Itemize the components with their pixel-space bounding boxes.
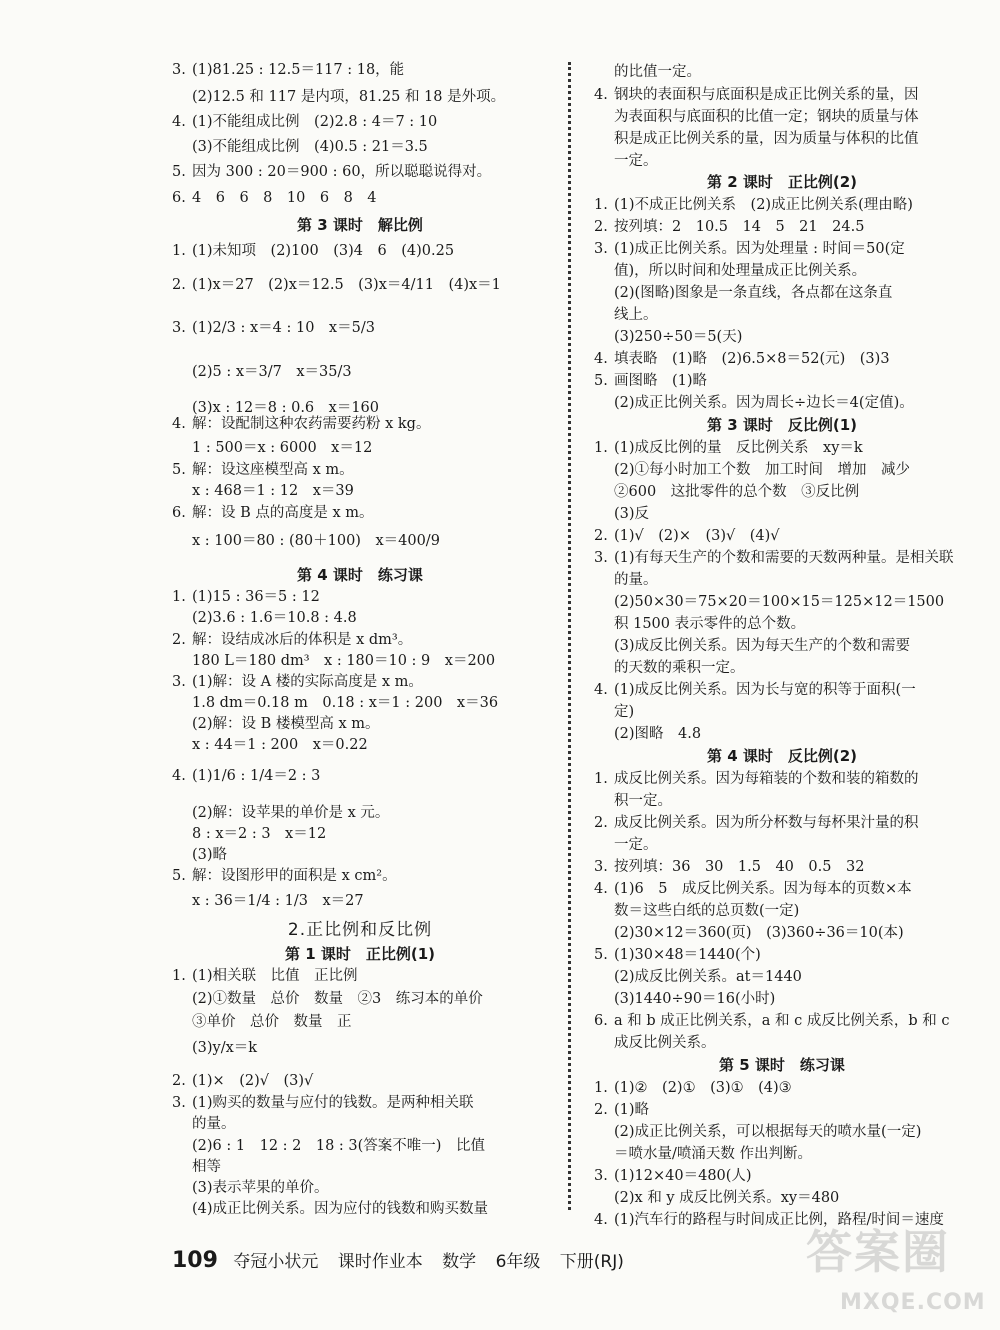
- answer-line: 的量。: [614, 572, 658, 588]
- watermark-url: MXQE.COM: [840, 1290, 986, 1315]
- answer-line: 的量。: [192, 1116, 236, 1132]
- answer-line: x : 468＝1 : 12 x＝39: [192, 483, 354, 499]
- book-subject: 数学: [442, 1252, 477, 1272]
- answer-line: 积是成正比例关系的量，因为质量与体积的比值: [614, 131, 919, 147]
- answer-line: 1 : 500＝x : 6000 x＝12: [192, 440, 373, 456]
- answer-line: 5. 画图略 (1)略: [594, 373, 708, 389]
- answer-line: 一定。: [614, 153, 658, 169]
- answer-line: 1. (1)成反比例的量 反比例关系 xy＝k: [594, 440, 863, 456]
- answer-line: 6. 4 6 6 8 10 6 8 4: [172, 190, 377, 206]
- answer-line: 3. 按列填：36 30 1.5 40 0.5 32: [594, 859, 865, 875]
- answer-line: (2)50×30＝75×20＝100×15＝125×12＝1500: [614, 594, 945, 610]
- answer-line: 4. (1)成反比例关系。因为长与宽的积等于面积(一: [594, 682, 916, 698]
- answer-line: 6. 解：设 B 点的高度是 x m。: [172, 505, 374, 521]
- answer-line: 数＝这些白纸的总页数(一定): [614, 903, 800, 919]
- answer-line: 积一定。: [614, 793, 672, 809]
- answer-line: 4. 解：设配制这种农药需要药粉 x kg。: [172, 416, 431, 432]
- answer-line: 成反比例关系。: [614, 1035, 716, 1051]
- answer-line: 定): [614, 704, 635, 720]
- answer-line: 2. 成反比例关系。因为所分杯数与每杯果汁量的积: [594, 815, 919, 831]
- answer-line: (2)成反比例关系。at＝1440: [614, 969, 802, 985]
- section-heading: 第 4 课时 反比例(2): [706, 747, 858, 765]
- answer-line: 4. (1)汽车行的路程与时间成正比例，路程/时间＝速度: [594, 1212, 944, 1228]
- answer-line: (2)(图略)图象是一条直线，各点都在这条直: [614, 285, 893, 301]
- answer-line: 3. (1)购买的数量与应付的钱数。是两种相关联: [172, 1095, 474, 1111]
- answer-line: 1.8 dm＝0.18 m 0.18 : x＝1 : 200 x＝36: [192, 695, 499, 711]
- answer-line: (3)x : 12＝8 : 0.6 x＝160: [192, 400, 380, 416]
- answer-line: ③单价 总价 数量 正: [192, 1014, 352, 1030]
- book-series: 课时作业本: [337, 1252, 423, 1272]
- answer-line: 积 1500 表示零件的总个数。: [614, 616, 806, 632]
- answer-line: (2)①数量 总价 数量 ②3 练习本的单价: [192, 991, 483, 1007]
- answer-line: 1. (1)② (2)① (3)① (4)③: [594, 1080, 792, 1096]
- book-grade: 6年级: [495, 1252, 541, 1272]
- section-heading: 第 5 课时 练习课: [719, 1056, 845, 1074]
- page-number: 109: [172, 1248, 218, 1273]
- answer-line: 2. (1)√ (2)× (3)√ (4)√: [594, 528, 780, 544]
- answer-line: (2)成正比例关系。因为周长÷边长＝4(定值)。: [614, 395, 914, 411]
- section-heading: 第 4 课时 练习课: [297, 566, 423, 584]
- answer-line: 的天数的乘积一定。: [614, 660, 745, 676]
- answer-line: 4. (1)6 5 成反比例关系。因为每本的页数×本: [594, 881, 912, 897]
- answer-line: 3. (1)12×40＝480(人): [594, 1168, 752, 1184]
- book-title: 夺冠小状元: [233, 1252, 319, 1272]
- answer-line: (2)30×12＝360(页) (3)360÷36＝10(本): [614, 925, 904, 941]
- answer-line: (4)成正比例关系。因为应付的钱数和购买数量: [192, 1201, 489, 1217]
- answer-line: 180 L＝180 dm³ x : 180＝10 : 9 x＝200: [192, 653, 496, 669]
- answer-line: (2)解：设 B 楼模型高 x m。: [192, 716, 380, 732]
- answer-line: 线上。: [614, 307, 658, 323]
- answer-line: 5. 解：设这座模型高 x m。: [172, 462, 354, 478]
- answer-line: (2)解：设苹果的单价是 x 元。: [192, 805, 390, 821]
- answer-line: (2)①每小时加工个数 加工时间 增加 减少: [614, 462, 911, 478]
- watermark: [800, 1210, 990, 1328]
- section-heading: 第 3 课时 反比例(1): [706, 416, 858, 434]
- answer-line: 4. 填表略 (1)略 (2)6.5×8＝52(元) (3)3: [594, 351, 890, 367]
- answer-line: 的比值一定。: [614, 64, 701, 80]
- column-divider: [568, 62, 571, 1210]
- answer-line: (2)3.6 : 1.6＝10.8 : 4.8: [192, 610, 357, 626]
- answer-line: 5. 解：设图形甲的面积是 x cm²。: [172, 868, 397, 884]
- answer-line: 为表面积与底面积的比值一定；钢块的质量与体: [614, 109, 919, 125]
- section-heading: 第 2 课时 正比例(2): [706, 173, 858, 191]
- answer-line: 3. (1)81.25 : 12.5＝117 : 18，能: [172, 62, 405, 78]
- answer-line: x : 100＝80 : (80＋100) x＝400/9: [192, 533, 440, 549]
- answer-line: (3)y/x＝k: [192, 1040, 258, 1056]
- answer-line: (3)反: [614, 506, 650, 522]
- answer-line: (2)成正比例关系，可以根据每天的喷水量(一定): [614, 1124, 922, 1140]
- answer-line: (3)表示苹果的单价。: [192, 1180, 329, 1196]
- answer-line: 1. (1)相关联 比值 正比例: [172, 968, 358, 984]
- answer-line: 1. (1)不成正比例关系 (2)成正比例关系(理由略): [594, 197, 913, 213]
- answer-line: 4. 钢块的表面积与底面积是成正比例关系的量，因: [594, 87, 919, 103]
- answer-line: (3)不能组成比例 (4)0.5 : 21＝3.5: [192, 139, 428, 155]
- answer-line: 2. 解：设结成冰后的体积是 x dm³。: [172, 632, 413, 648]
- answer-line: 1. (1)15 : 36＝5 : 12: [172, 589, 320, 605]
- answer-line: (3)成反比例关系。因为每天生产的个数和需要: [614, 638, 911, 654]
- answer-line: 2. 按列填：2 10.5 14 5 21 24.5: [594, 219, 865, 235]
- answer-line: 1. 成反比例关系。因为每箱装的个数和装的箱数的: [594, 771, 919, 787]
- answer-line: (3)250÷50＝5(天): [614, 329, 743, 345]
- answer-line: x : 36＝1/4 : 1/3 x＝27: [192, 893, 364, 909]
- answer-line: 3. (1)成正比例关系。因为处理量 : 时间＝50(定: [594, 241, 905, 257]
- answer-line: 5. 因为 300 : 20＝900 : 60，所以聪聪说得对。: [172, 164, 492, 180]
- answer-line: ＝喷水量/喷涌天数 作出判断。: [614, 1146, 812, 1162]
- section-heading: 第 1 课时 正比例(1): [284, 945, 436, 963]
- answer-line: 3. (1)有每天生产的个数和需要的天数两种量。是相关联: [594, 550, 954, 566]
- answer-line: 4. (1)不能组成比例 (2)2.8 : 4＝7 : 10: [172, 114, 438, 130]
- answer-line: ②600 这批零件的总个数 ③反比例: [614, 484, 860, 500]
- answer-line: 4. (1)1/6 : 1/4＝2 : 3: [172, 768, 321, 784]
- book-volume: 下册(RJ): [559, 1252, 624, 1272]
- answer-line: 6. a 和 b 成正比例关系，a 和 c 成反比例关系，b 和 c: [594, 1013, 950, 1029]
- answer-line: (2)图略 4.8: [614, 726, 702, 742]
- answer-line: (3)1440÷90＝16(小时): [614, 991, 776, 1007]
- answer-line: 一定。: [614, 837, 658, 853]
- section-heading: 第 3 课时 解比例: [297, 216, 423, 234]
- answer-line: 8 : x＝2 : 3 x＝12: [192, 826, 327, 842]
- answer-line: 值)，所以时间和处理量成正比例关系。: [614, 263, 867, 279]
- answer-line: (2)5 : x＝3/7 x＝35/3: [192, 364, 352, 380]
- answer-line: 2. (1)略: [594, 1102, 650, 1118]
- answer-line: 2. (1)x＝27 (2)x＝12.5 (3)x＝4/11 (4)x＝1: [172, 277, 501, 293]
- answer-line: (2)x 和 y 成反比例关系。xy＝480: [614, 1190, 840, 1206]
- watermark-text: 答案圈: [806, 1225, 950, 1279]
- chapter-heading: 2.正比例和反比例: [287, 920, 433, 940]
- answer-line: (2)6 : 1 12 : 2 18 : 3(答案不唯一) 比值: [192, 1138, 485, 1154]
- answer-line: x : 44＝1 : 200 x＝0.22: [192, 737, 368, 753]
- answer-line: 2. (1)× (2)√ (3)√: [172, 1073, 314, 1089]
- answer-line: 3. (1)解：设 A 楼的实际高度是 x m。: [172, 674, 423, 690]
- answer-line: (2)12.5 和 117 是内项，81.25 和 18 是外项。: [192, 89, 506, 105]
- answer-line: 1. (1)未知项 (2)100 (3)4 6 (4)0.25: [172, 243, 455, 259]
- answer-line: 3. (1)2/3 : x＝4 : 10 x＝5/3: [172, 320, 375, 336]
- answer-line: 相等: [192, 1159, 221, 1175]
- page-footer: [172, 1246, 638, 1276]
- answer-line: 5. (1)30×48＝1440(个): [594, 947, 761, 963]
- answer-line: (3)略: [192, 847, 228, 863]
